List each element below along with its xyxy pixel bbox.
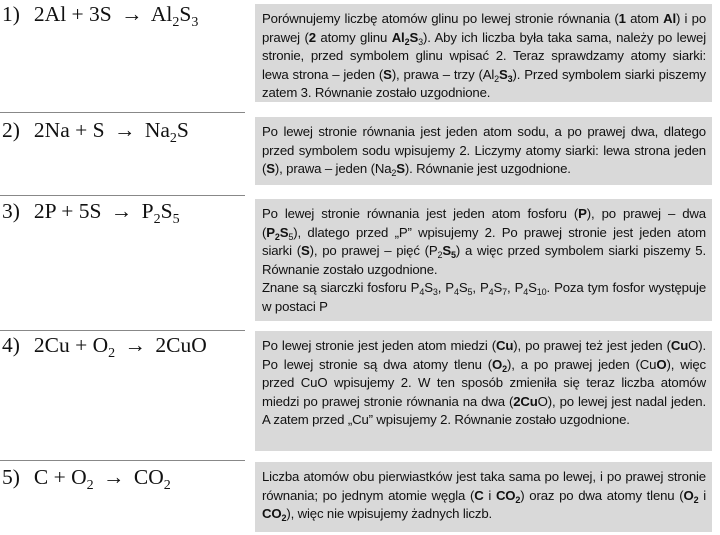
separator-line xyxy=(0,330,245,331)
equation-4: 4) $2Cu + O_2 \to 2CuO$ xyxy=(2,333,207,361)
explanation-box-1: Porównujemy liczbę atomów glinu po lewej stronie równania (1 atom Al) i po prawej (2 atomy glinu $Al_2S_3$). Aby ich liczba była taka sama, należy po lewej stronie, przed symbolem glinu wpisać 2. Teraz sprawdzamy atomy siarki: lewa strona – jeden (S), prawa – trzy $(Al_2S_3)$. Przed symbolem siarki piszemy zatem 3. Równanie zostało uzgodnione. xyxy=(255,4,712,102)
explanation-box-2: Po lewej stronie równania jest jeden atom sodu, a po prawej dwa, dlatego przed symbolem sodu wpisujemy 2. Liczymy atomy siarki: lewa strona jeden (S), prawa – jeden $(Na_2S)$. Równanie jest uzgodnione. xyxy=(255,117,712,185)
explanation-box-3: Po lewej stronie równania jest jeden atom fosforu (P), po prawej – dwa $(P_2S_5)$, dlatego przed „P” wpisujemy 2. Po prawej stronie jest jeden atom siarki (S), po prawej – pięć $(P_2S_5)$ a więc przed symbolem siarki piszemy 5. Równanie zostało uzgodnione. Znane są siarczki fosforu $P_4S_3$, $P_4S_5$, $P_4S_7$, $P_4S_{10}$. Poza tym fosfor występuje w postaci P xyxy=(255,199,712,321)
separator-line xyxy=(0,460,245,461)
equation-3: 3) $2P + 5S \to P_2S_5$ xyxy=(2,199,180,227)
equation-1: 1) $2Al + 3S \to Al_2S_3$ xyxy=(2,2,199,30)
explanation-box-5: Liczba atomów obu pierwiastków jest taka sama po lewej, i po prawej stronie równania; po jednym atomie węgla (C i $CO_2$) oraz po dwa atomy tlenu ($O_2$ i $CO_2$), więc nie wpisujemy żadnych liczb. xyxy=(255,462,712,532)
explanation-box-4: Po lewej stronie jest jeden atom miedzi (Cu), po prawej też jest jeden (CuO). Po lewej stronie są dwa atomy tlenu $(O_2)$, a po prawej jeden (CuO), więc przed CuO wpisujemy 2. W ten sposób zmieniła się teraz liczba atomów miedzi po prawej stronie równania na dwa (2CuO), po lewej jest nadal jeden. A zatem przed „Cu” wpisujemy 2. Równanie zostało uzgodnione. xyxy=(255,331,712,451)
equation-2: 2) $2Na + S \to Na_2S$ xyxy=(2,118,189,146)
separator-line xyxy=(0,195,245,196)
equation-5: 5) $C + O_2 \to CO_2$ xyxy=(2,465,171,493)
separator-line xyxy=(0,112,245,113)
